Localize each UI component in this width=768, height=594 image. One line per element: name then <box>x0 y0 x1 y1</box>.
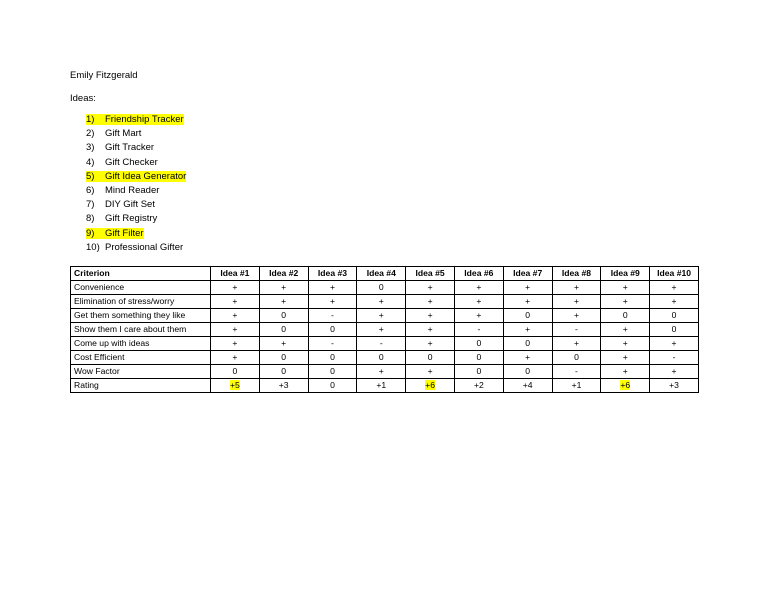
score-cell <box>308 337 357 351</box>
cell-value: 0 <box>281 324 287 334</box>
cell-value: + <box>573 296 579 306</box>
score-cell <box>650 365 699 379</box>
author-name: Emily Fitzgerald <box>70 70 138 81</box>
score-cell <box>357 365 406 379</box>
score-cell <box>601 309 650 323</box>
cell-value: + <box>573 338 579 348</box>
rating-cell <box>650 379 699 393</box>
idea-list-item <box>86 198 186 212</box>
score-cell <box>406 295 455 309</box>
score-cell <box>454 365 503 379</box>
criterion-cell: Elimination of stress/worry <box>71 295 211 309</box>
decision-matrix-table <box>70 266 699 393</box>
score-cell <box>406 281 455 295</box>
idea-item-content <box>86 171 186 182</box>
cell-value: + <box>232 310 238 320</box>
cell-value: 0 <box>671 310 677 320</box>
table-row <box>71 365 699 379</box>
criterion-cell: Come up with ideas <box>71 337 211 351</box>
idea-list-item <box>86 156 186 170</box>
score-cell <box>454 309 503 323</box>
score-cell <box>601 365 650 379</box>
idea-number: 1) <box>86 114 95 125</box>
score-cell <box>601 323 650 337</box>
cell-value: + <box>476 282 482 292</box>
cell-value: + <box>622 352 628 362</box>
cell-value: + <box>622 366 628 376</box>
score-cell <box>650 337 699 351</box>
score-cell <box>211 351 260 365</box>
score-cell <box>211 365 260 379</box>
cell-value: +5 <box>229 380 240 390</box>
idea-item-content <box>86 114 184 125</box>
idea-number: 3) <box>86 142 95 154</box>
idea-list-item <box>86 141 186 155</box>
cell-value: + <box>671 366 677 376</box>
rating-row <box>71 379 699 393</box>
cell-value: 0 <box>330 380 335 390</box>
idea-column-header: Idea #6 <box>454 267 503 281</box>
idea-number: 8) <box>86 213 95 225</box>
cell-value: 0 <box>525 310 531 320</box>
cell-value: - <box>575 366 578 376</box>
score-cell <box>211 295 260 309</box>
score-cell <box>454 295 503 309</box>
cell-value: + <box>671 282 677 292</box>
cell-value: + <box>476 310 482 320</box>
rating-cell <box>406 379 455 393</box>
score-cell <box>503 309 552 323</box>
rating-cell <box>308 379 357 393</box>
score-cell <box>503 295 552 309</box>
cell-value: 0 <box>281 310 287 320</box>
idea-list <box>86 113 186 255</box>
criterion-cell: Convenience <box>71 281 211 295</box>
cell-value: + <box>525 352 531 362</box>
idea-list-item <box>86 184 186 198</box>
idea-number: 6) <box>86 184 95 196</box>
score-cell <box>357 337 406 351</box>
idea-item-content <box>86 242 183 253</box>
table-row <box>71 309 699 323</box>
score-cell <box>357 295 406 309</box>
cell-value: 0 <box>232 366 238 376</box>
cell-value: + <box>622 282 628 292</box>
cell-value: - <box>331 338 334 348</box>
table-row <box>71 337 699 351</box>
score-cell <box>454 337 503 351</box>
score-cell <box>357 323 406 337</box>
cell-value: + <box>232 338 238 348</box>
idea-label: Gift Checker <box>105 156 158 168</box>
cell-value: + <box>281 282 287 292</box>
cell-value: - <box>379 338 383 348</box>
cell-value: 0 <box>330 352 335 362</box>
score-cell <box>406 351 455 365</box>
cell-value: + <box>232 282 238 292</box>
idea-number: 5) <box>86 170 95 182</box>
score-cell <box>357 351 406 365</box>
score-cell <box>454 351 503 365</box>
idea-label: Gift Mart <box>105 128 142 140</box>
score-cell <box>552 323 601 337</box>
cell-value: 0 <box>476 338 482 348</box>
cell-value: - <box>575 324 578 334</box>
table-row <box>71 281 699 295</box>
score-cell <box>406 323 455 337</box>
cell-value: 0 <box>427 352 433 362</box>
rating-cell <box>357 379 406 393</box>
idea-list-item <box>86 241 186 255</box>
score-cell <box>650 281 699 295</box>
idea-number: 4) <box>86 156 95 168</box>
table-header-row <box>71 267 699 281</box>
score-cell <box>357 281 406 295</box>
score-cell <box>211 337 260 351</box>
idea-item-content <box>86 157 158 168</box>
cell-value: - <box>331 310 334 320</box>
cell-value: +3 <box>278 380 289 390</box>
score-cell <box>552 281 601 295</box>
cell-value: - <box>672 352 676 362</box>
cell-value: + <box>573 310 579 320</box>
score-cell <box>601 295 650 309</box>
rating-cell <box>601 379 650 393</box>
cell-value: + <box>427 366 433 376</box>
cell-value: + <box>525 282 531 292</box>
idea-list-item <box>86 113 186 127</box>
cell-value: +4 <box>522 380 533 390</box>
idea-item-content <box>86 228 144 239</box>
score-cell <box>601 281 650 295</box>
score-cell <box>552 309 601 323</box>
table-row <box>71 295 699 309</box>
cell-value: + <box>427 310 433 320</box>
cell-value: + <box>622 338 628 348</box>
cell-value: + <box>476 296 482 306</box>
criterion-cell: Wow Factor <box>71 365 211 379</box>
cell-value: 0 <box>378 352 384 362</box>
cell-value: + <box>329 296 335 306</box>
cell-value: + <box>622 324 628 334</box>
criterion-cell: Get them something they like <box>71 309 211 323</box>
score-cell <box>650 309 699 323</box>
score-cell <box>308 323 357 337</box>
score-cell <box>357 309 406 323</box>
score-cell <box>406 309 455 323</box>
idea-column-header: Idea #8 <box>552 267 601 281</box>
cell-value: + <box>671 296 677 306</box>
score-cell <box>601 351 650 365</box>
score-cell <box>503 351 552 365</box>
idea-list-item <box>86 212 186 226</box>
idea-label: Gift Idea Generator <box>105 170 187 182</box>
idea-list-item <box>86 127 186 141</box>
cell-value: 0 <box>281 366 287 376</box>
cell-value: + <box>378 310 384 320</box>
idea-column-header: Idea #7 <box>503 267 552 281</box>
score-cell <box>601 337 650 351</box>
criterion-cell: Cost Efficient <box>71 351 211 365</box>
cell-value: + <box>622 296 628 306</box>
idea-column-header: Idea #5 <box>406 267 455 281</box>
idea-item-content <box>86 128 141 139</box>
cell-value: 0 <box>476 366 482 376</box>
ideas-heading: Ideas: <box>70 93 96 104</box>
cell-value: + <box>427 282 433 292</box>
cell-value: +6 <box>620 380 631 390</box>
idea-item-content <box>86 213 157 224</box>
idea-column-header: Idea #4 <box>357 267 406 281</box>
score-cell <box>308 309 357 323</box>
idea-item-content <box>86 185 159 196</box>
cell-value: + <box>232 296 238 306</box>
cell-value: 0 <box>476 352 482 362</box>
score-cell <box>259 309 308 323</box>
rating-label: Rating <box>71 379 211 393</box>
score-cell <box>259 351 308 365</box>
score-cell <box>503 281 552 295</box>
score-cell <box>650 295 699 309</box>
score-cell <box>650 351 699 365</box>
cell-value: 0 <box>525 366 531 376</box>
cell-value: 0 <box>622 310 628 320</box>
score-cell <box>308 295 357 309</box>
idea-item-content <box>86 199 155 210</box>
score-cell <box>650 323 699 337</box>
idea-label: Gift Filter <box>105 227 144 239</box>
idea-label: DIY Gift Set <box>105 199 155 211</box>
cell-value: + <box>427 324 433 334</box>
cell-value: + <box>232 352 238 362</box>
idea-label: Gift Tracker <box>105 142 155 154</box>
idea-label: Mind Reader <box>105 184 160 196</box>
score-cell <box>406 365 455 379</box>
cell-value: +1 <box>571 380 582 390</box>
idea-column-header: Idea #10 <box>650 267 699 281</box>
cell-value: + <box>573 282 579 292</box>
cell-value: + <box>281 296 287 306</box>
score-cell <box>259 281 308 295</box>
cell-value: + <box>671 338 677 348</box>
cell-value: + <box>427 296 433 306</box>
idea-number: 7) <box>86 199 95 211</box>
idea-list-item <box>86 227 186 241</box>
score-cell <box>308 351 357 365</box>
table-row <box>71 351 699 365</box>
rating-cell <box>454 379 503 393</box>
score-cell <box>259 337 308 351</box>
score-cell <box>211 309 260 323</box>
cell-value: 0 <box>330 324 335 334</box>
score-cell <box>454 323 503 337</box>
cell-value: + <box>281 338 287 348</box>
score-cell <box>552 295 601 309</box>
score-cell <box>259 365 308 379</box>
cell-value: + <box>427 338 433 348</box>
score-cell <box>308 281 357 295</box>
criterion-cell: Show them I care about them <box>71 323 211 337</box>
idea-label: Friendship Tracker <box>105 114 184 125</box>
cell-value: +1 <box>376 380 387 390</box>
rating-cell <box>211 379 260 393</box>
score-cell <box>406 337 455 351</box>
score-cell <box>503 323 552 337</box>
idea-column-header: Idea #3 <box>308 267 357 281</box>
cell-value: + <box>525 324 531 334</box>
idea-label: Gift Registry <box>105 213 158 225</box>
cell-value: 0 <box>574 352 579 362</box>
cell-value: 0 <box>671 324 677 334</box>
idea-label: Professional Gifter <box>105 241 184 253</box>
cell-value: + <box>378 296 384 306</box>
idea-list-item <box>86 170 186 184</box>
cell-value: + <box>525 296 531 306</box>
rating-cell <box>552 379 601 393</box>
rating-cell <box>503 379 552 393</box>
idea-number: 2) <box>86 128 95 140</box>
score-cell <box>454 281 503 295</box>
idea-column-header: Idea #1 <box>211 267 260 281</box>
cell-value: + <box>378 366 384 376</box>
cell-value: + <box>378 324 384 334</box>
score-cell <box>259 295 308 309</box>
cell-value: 0 <box>525 338 531 348</box>
cell-value: + <box>232 324 238 334</box>
cell-value: - <box>477 324 481 334</box>
cell-value: +6 <box>425 380 435 390</box>
idea-number: 10) <box>86 241 100 253</box>
score-cell <box>211 281 260 295</box>
score-cell <box>503 337 552 351</box>
score-cell <box>552 337 601 351</box>
cell-value: +2 <box>473 380 484 390</box>
score-cell <box>503 365 552 379</box>
score-cell <box>552 365 601 379</box>
idea-column-header: Idea #9 <box>601 267 650 281</box>
score-cell <box>308 365 357 379</box>
idea-item-content <box>86 142 154 153</box>
score-cell <box>552 351 601 365</box>
score-cell <box>211 323 260 337</box>
idea-number: 9) <box>86 227 95 239</box>
cell-value: +3 <box>669 380 679 390</box>
idea-column-header: Idea #2 <box>259 267 308 281</box>
score-cell <box>259 323 308 337</box>
cell-value: + <box>329 282 335 292</box>
cell-value: 0 <box>378 282 384 292</box>
rating-cell <box>259 379 308 393</box>
table-row <box>71 323 699 337</box>
cell-value: 0 <box>330 366 335 376</box>
criterion-header: Criterion <box>71 267 211 281</box>
cell-value: 0 <box>281 352 287 362</box>
